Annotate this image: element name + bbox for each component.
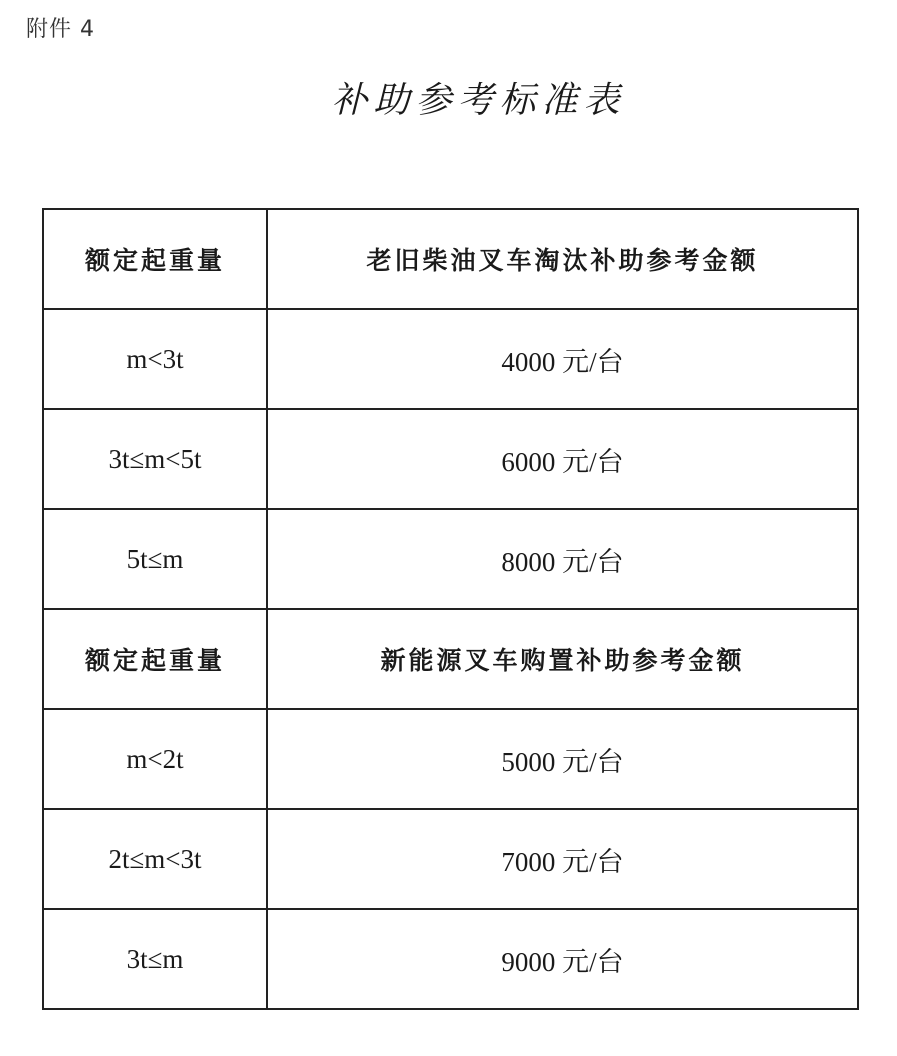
- capacity-range-cell: 5t≤m: [43, 509, 267, 609]
- table-header-row: [43, 209, 858, 309]
- capacity-range-cell: 3t≤m: [43, 909, 267, 1009]
- table-row: [43, 909, 858, 1009]
- header-purchase-subsidy: 新能源叉车购置补助参考金额: [267, 609, 858, 709]
- header-rated-capacity: 额定起重量: [43, 609, 267, 709]
- attachment-label: 附件 4: [26, 17, 95, 42]
- capacity-range-cell: 3t≤m<5t: [43, 409, 267, 509]
- table-row: [43, 709, 858, 809]
- table-row: [43, 509, 858, 609]
- subsidy-amount-cell: 9000 元/台: [267, 909, 858, 1009]
- table-row: [43, 309, 858, 409]
- subsidy-amount-cell: 7000 元/台: [267, 809, 858, 909]
- table-row: [43, 809, 858, 909]
- header-rated-capacity: 额定起重量: [43, 209, 267, 309]
- capacity-range-cell: m<2t: [43, 709, 267, 809]
- subsidy-table: [42, 208, 859, 1010]
- subsidy-amount-cell: 8000 元/台: [267, 509, 858, 609]
- capacity-range-cell: 2t≤m<3t: [43, 809, 267, 909]
- subsidy-amount-cell: 5000 元/台: [267, 709, 858, 809]
- table-row: [43, 409, 858, 509]
- page-title: 补助参考标准表: [331, 80, 626, 121]
- capacity-range-cell: m<3t: [43, 309, 267, 409]
- header-scrap-subsidy: 老旧柴油叉车淘汰补助参考金额: [267, 209, 858, 309]
- table-header-row: [43, 609, 858, 709]
- subsidy-amount-cell: 4000 元/台: [267, 309, 858, 409]
- subsidy-amount-cell: 6000 元/台: [267, 409, 858, 509]
